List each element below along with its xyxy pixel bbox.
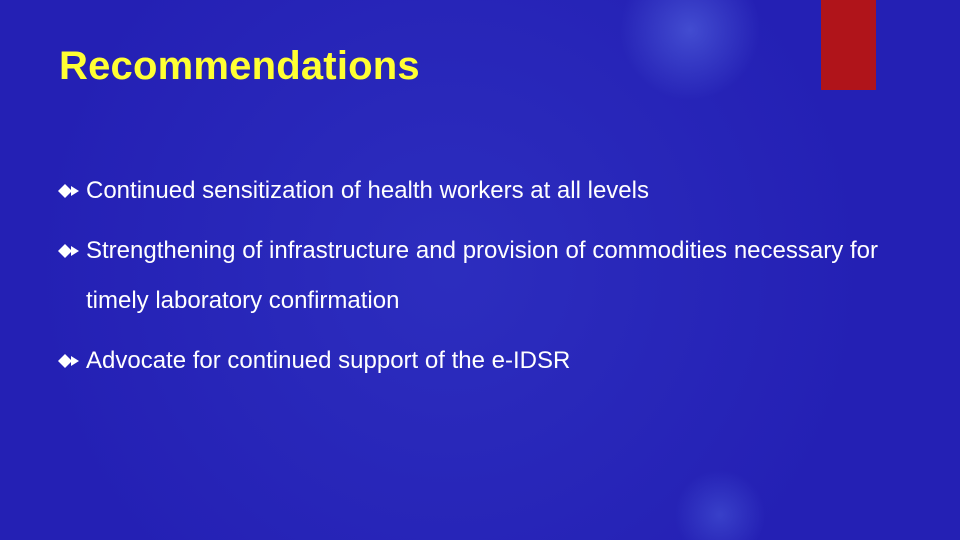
- bullet-item: [58, 226, 878, 326]
- accent-bar: [821, 0, 876, 90]
- diamond-arrow-icon: [58, 352, 80, 370]
- bullet-text: Advocate for continued support of the e-IDSR: [86, 347, 571, 374]
- bullet-list: [58, 166, 878, 396]
- bullet-item: [58, 336, 878, 386]
- diamond-arrow-icon: [58, 182, 80, 200]
- slide-title: Recommendations: [59, 44, 420, 88]
- bullet-text: Strengthening of infrastructure and provision of commodities necessary for timely laboratory confirmation: [86, 237, 878, 314]
- bullet-text: Continued sensitization of health workers at all levels: [86, 177, 649, 204]
- diamond-arrow-icon: [58, 242, 80, 260]
- bullet-item: [58, 166, 878, 216]
